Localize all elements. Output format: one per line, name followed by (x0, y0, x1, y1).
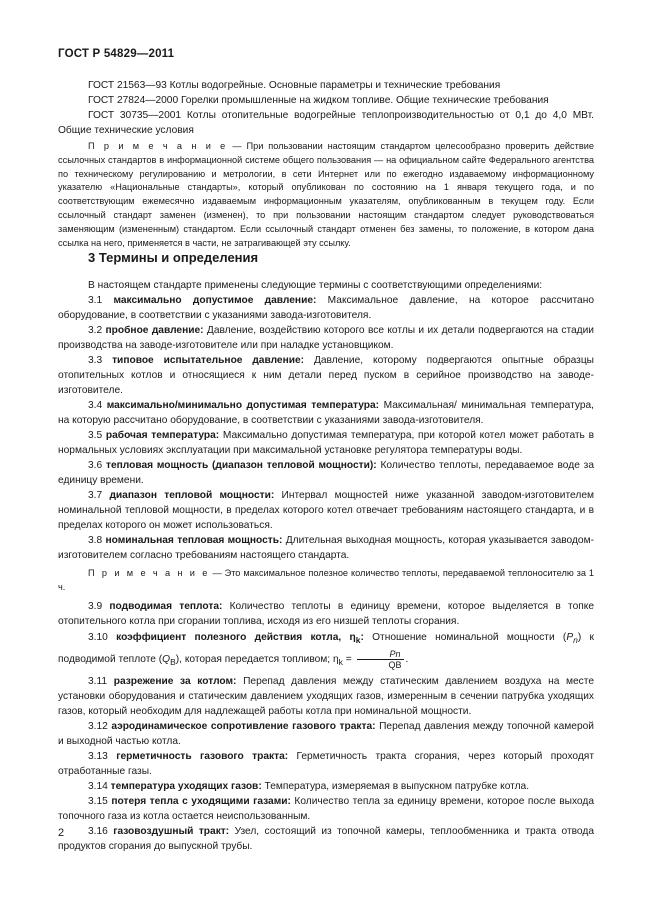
note-text: — Это максимальное полезное количество теплоты, передаваемой теплоносителю за 1 ч. (58, 568, 594, 592)
term-definition: Максимальное давление, на которое рассчитано оборудование, в соответствии с указаниями завода-изготовителя. (58, 295, 594, 321)
term-entry: 3.15 потеря тепла с уходящими газами: Количество тепла за единицу времени, которое после выхода топочного газа из котла остается неиспользованным. (58, 795, 594, 822)
term-name: пробное давление: (105, 325, 204, 336)
note-label: П р и м е ч а н и е (88, 568, 210, 578)
term-name: подводимая теплота: (109, 600, 223, 612)
note-references (58, 140, 594, 250)
term-name: типовое испытательное давление: (112, 355, 305, 366)
term-entry: 3.7 диапазон тепловой мощности: Интервал мощностей ниже указанной заводом-изготовителем номинальной тепловой мощности, в пределах которого котел отвечает требованиям настоящего стандарта, и в пределах которого он может использоваться. (58, 490, 594, 531)
term-name: номинальная тепловая мощность: (105, 535, 283, 546)
reference-item: ГОСТ 30735—2001 Котлы отопительные водогрейные теплопроизводительностью от 0,1 до 4,0 МВт. Общие технические условия (58, 110, 594, 136)
note-power (58, 567, 594, 595)
term-name: разрежение за котлом: (113, 675, 237, 687)
term-name: рабочая температура: (105, 430, 220, 441)
term-name: диапазон тепловой мощности: (109, 490, 275, 501)
reference-item: ГОСТ 21563—93 Котлы водогрейные. Основные параметры и технические требования (88, 80, 501, 91)
term-entry: 3.4 максимально/минимально допустимая температура: Максимальная/ минимальная температура, на которую рассчитано оборудование, в соответствии с указаниями завода-изготовителя. (58, 400, 594, 426)
term-entry: 3.14 температура уходящих газов: Температура, измеряемая в выпускном патрубке котла. (88, 780, 530, 792)
term-entry-efficiency: 3.10 коэффициент полезного действия котла, $\eta_k$: Отношение номинальной мощности $(P_n)$ к подводимой теплоте $(Q_B)$, которая передается топливом; $\eta_k$ = $\frac{Pn}{QB}$ . (58, 631, 594, 670)
page-number: 2 (58, 827, 65, 839)
note-text: — При пользовании настоящим стандартом целесообразно проверить действие ссылочных стандартов в информационной системе общего пользования — на официальном сайте Федерального агентства по техническому регулированию и метрологии, в сети Интернет или по ежегодно издаваемому информационному указателю «Национальные стандарты», который опубликован по состоянию на 1 января текущего года, и по соответствующим ежемесячно издаваемым информационным указателям, опубликованным в текущем году. Если ссылочный стандарт заменен (изменен), то при пользовании настоящим стандартом следует руководствоваться заменяющим (измененным) стандартом. Если ссылочный стандарт отменен без замены, то положение, в котором дана ссылка на него, применяется в части, не затрагивающей эту ссылку. (58, 141, 594, 248)
section-heading: 3 Термины и определения (88, 250, 259, 265)
term-definition: Максимально допустимая температура, при которой котел может работать в нормальных условиях эксплуатации при максимальной установке регулятора температуры воды. (58, 430, 594, 456)
term-entry: 3.16 газовоздушный тракт: Узел, состоящий из топочной камеры, теплообменника и тракта отвода продуктов сгорания до выпускной трубы. (58, 825, 594, 852)
note-label: П р и м е ч а н и е (88, 141, 228, 151)
term-entry: 3.12 аэродинамическое сопротивление газового тракта: Перепад давления между топочной камерой и выходной частью котла. (58, 720, 594, 747)
term-name: потеря тепла с уходящими газами: (111, 795, 291, 807)
terms-section (58, 278, 594, 854)
reference-item: ГОСТ 27824—2000 Горелки промышленные на жидком топливе. Общие технические требования (88, 95, 549, 106)
term-entry: 3.9 подводимая теплота: Количество теплоты в единицу времени, которое выделяется в топке отопительного котла при сгорании топлива, исходя из его низшей теплоты сгорания. (58, 600, 594, 627)
term-name: газовоздушный тракт: (113, 825, 230, 837)
term-definition: Температура, измеряемая в выпускном патрубке котла. (261, 780, 530, 792)
term-name: тепловая мощность (диапазон тепловой мощности): (105, 460, 377, 471)
term-name: коэффициент полезного действия котла, $\eta_k$: (116, 631, 364, 645)
term-definition: Количество теплоты, передаваемое воде за единицу времени. (58, 460, 594, 486)
term-name: аэродинамическое сопротивление газового тракта: (111, 720, 376, 732)
efficiency-fraction (357, 649, 404, 670)
term-definition: Максимальная/ минимальная температура, на которую рассчитано оборудование, в соответствии с указаниями завода-изготовителя. (58, 400, 594, 426)
term-entry: 3.13 герметичность газового тракта: Герметичность тракта сгорания, через который проходят отработанные газы. (58, 750, 594, 777)
term-definition: Давление, которому подвергаются опытные образцы отопительных котлов и относящиеся к ним детали перед пуском в серийное производство на заводе-изготовителе. (58, 355, 594, 396)
term-definition: Длительная выходная мощность, которая указывается заводом-изготовителем согласно требованиям настоящего стандарта. (58, 535, 594, 561)
term-entry: 3.5 рабочая температура: Максимально допустимая температура, при которой котел может работать в нормальных условиях эксплуатации при максимальной установке регулятора температуры воды. (58, 430, 594, 456)
term-entry: 3.3 типовое испытательное давление: Давление, которому подвергаются опытные образцы отопительных котлов и относящиеся к ним детали перед пуском в серийное производство на заводе-изготовителе. (58, 355, 594, 396)
term-entry: 3.2 пробное давление: Давление, воздействию которого все котлы и их детали подвергаются на стадии производства на заводе-изготовителе или при наладке установщиком. (58, 325, 594, 351)
fraction-denominator: QB (388, 659, 402, 670)
normative-references (58, 78, 594, 138)
term-entry: 3.6 тепловая мощность (диапазон тепловой мощности): Количество теплоты, передаваемое воде за единицу времени. (58, 460, 594, 486)
term-name: максимально/минимально допустимая температура: (106, 400, 380, 411)
term-definition: Перепад давления между топочной камерой и выходной частью котла. (58, 720, 594, 747)
term-definition: Интервал мощностей ниже указанной заводом-изготовителем номинальной тепловой мощности, в пределах которого котел отвечает требованиям настоящего стандарта, и в пределах которого он может использоваться. (58, 490, 594, 531)
fraction-numerator: Pn (357, 649, 404, 660)
term-entry: 3.1 максимально допустимое давление: Максимальное давление, на которое рассчитано оборудование, в соответствии с указаниями завода-изготовителя. (58, 295, 594, 321)
term-definition: Перепад давления между статическим давлением воздуха на месте установки оборудования и статическим давлением уходящих газов, измеренным в сечении патрубка уходящих газов, который необходим для надлежащей работы котла при номинальной мощности. (58, 675, 594, 717)
term-name: максимально допустимое давление: (113, 295, 317, 306)
intro-paragraph: В настоящем стандарте применены следующие термины с соответствующими определениями: (88, 280, 543, 291)
term-entry: 3.8 номинальная тепловая мощность: Длительная выходная мощность, которая указывается заводом-изготовителем согласно требованиям настоящего стандарта. (58, 535, 594, 561)
term-entry: 3.11 разрежение за котлом: Перепад давления между статическим давлением воздуха на месте установки оборудования и статическим давлением уходящих газов, измеренным в сечении патрубка уходящих газов, который необходим для надлежащей работы котла при номинальной мощности. (58, 675, 594, 717)
term-definition: Герметичность тракта сгорания, через который проходят отработанные газы. (58, 750, 594, 777)
term-definition: Узел, состоящий из топочной камеры, теплообменника и тракта отвода продуктов сгорания до выпускной трубы. (58, 825, 594, 852)
term-definition: Давление, воздействию которого все котлы и их детали подвергаются на стадии производства на заводе-изготовителе или при наладке установщиком. (58, 325, 594, 351)
term-definition: Количество теплоты в единицу времени, которое выделяется в топке отопительного котла при сгорании топлива, исходя из его низшей теплоты сгорания. (58, 600, 594, 627)
term-definition: Количество тепла за единицу времени, которое после выхода топочного газа из котла остается неиспользованным. (58, 795, 594, 822)
standard-code-header: ГОСТ Р 54829—2011 (58, 48, 175, 60)
term-name: температура уходящих газов: (110, 780, 262, 792)
term-name: герметичность газового тракта: (116, 750, 289, 762)
